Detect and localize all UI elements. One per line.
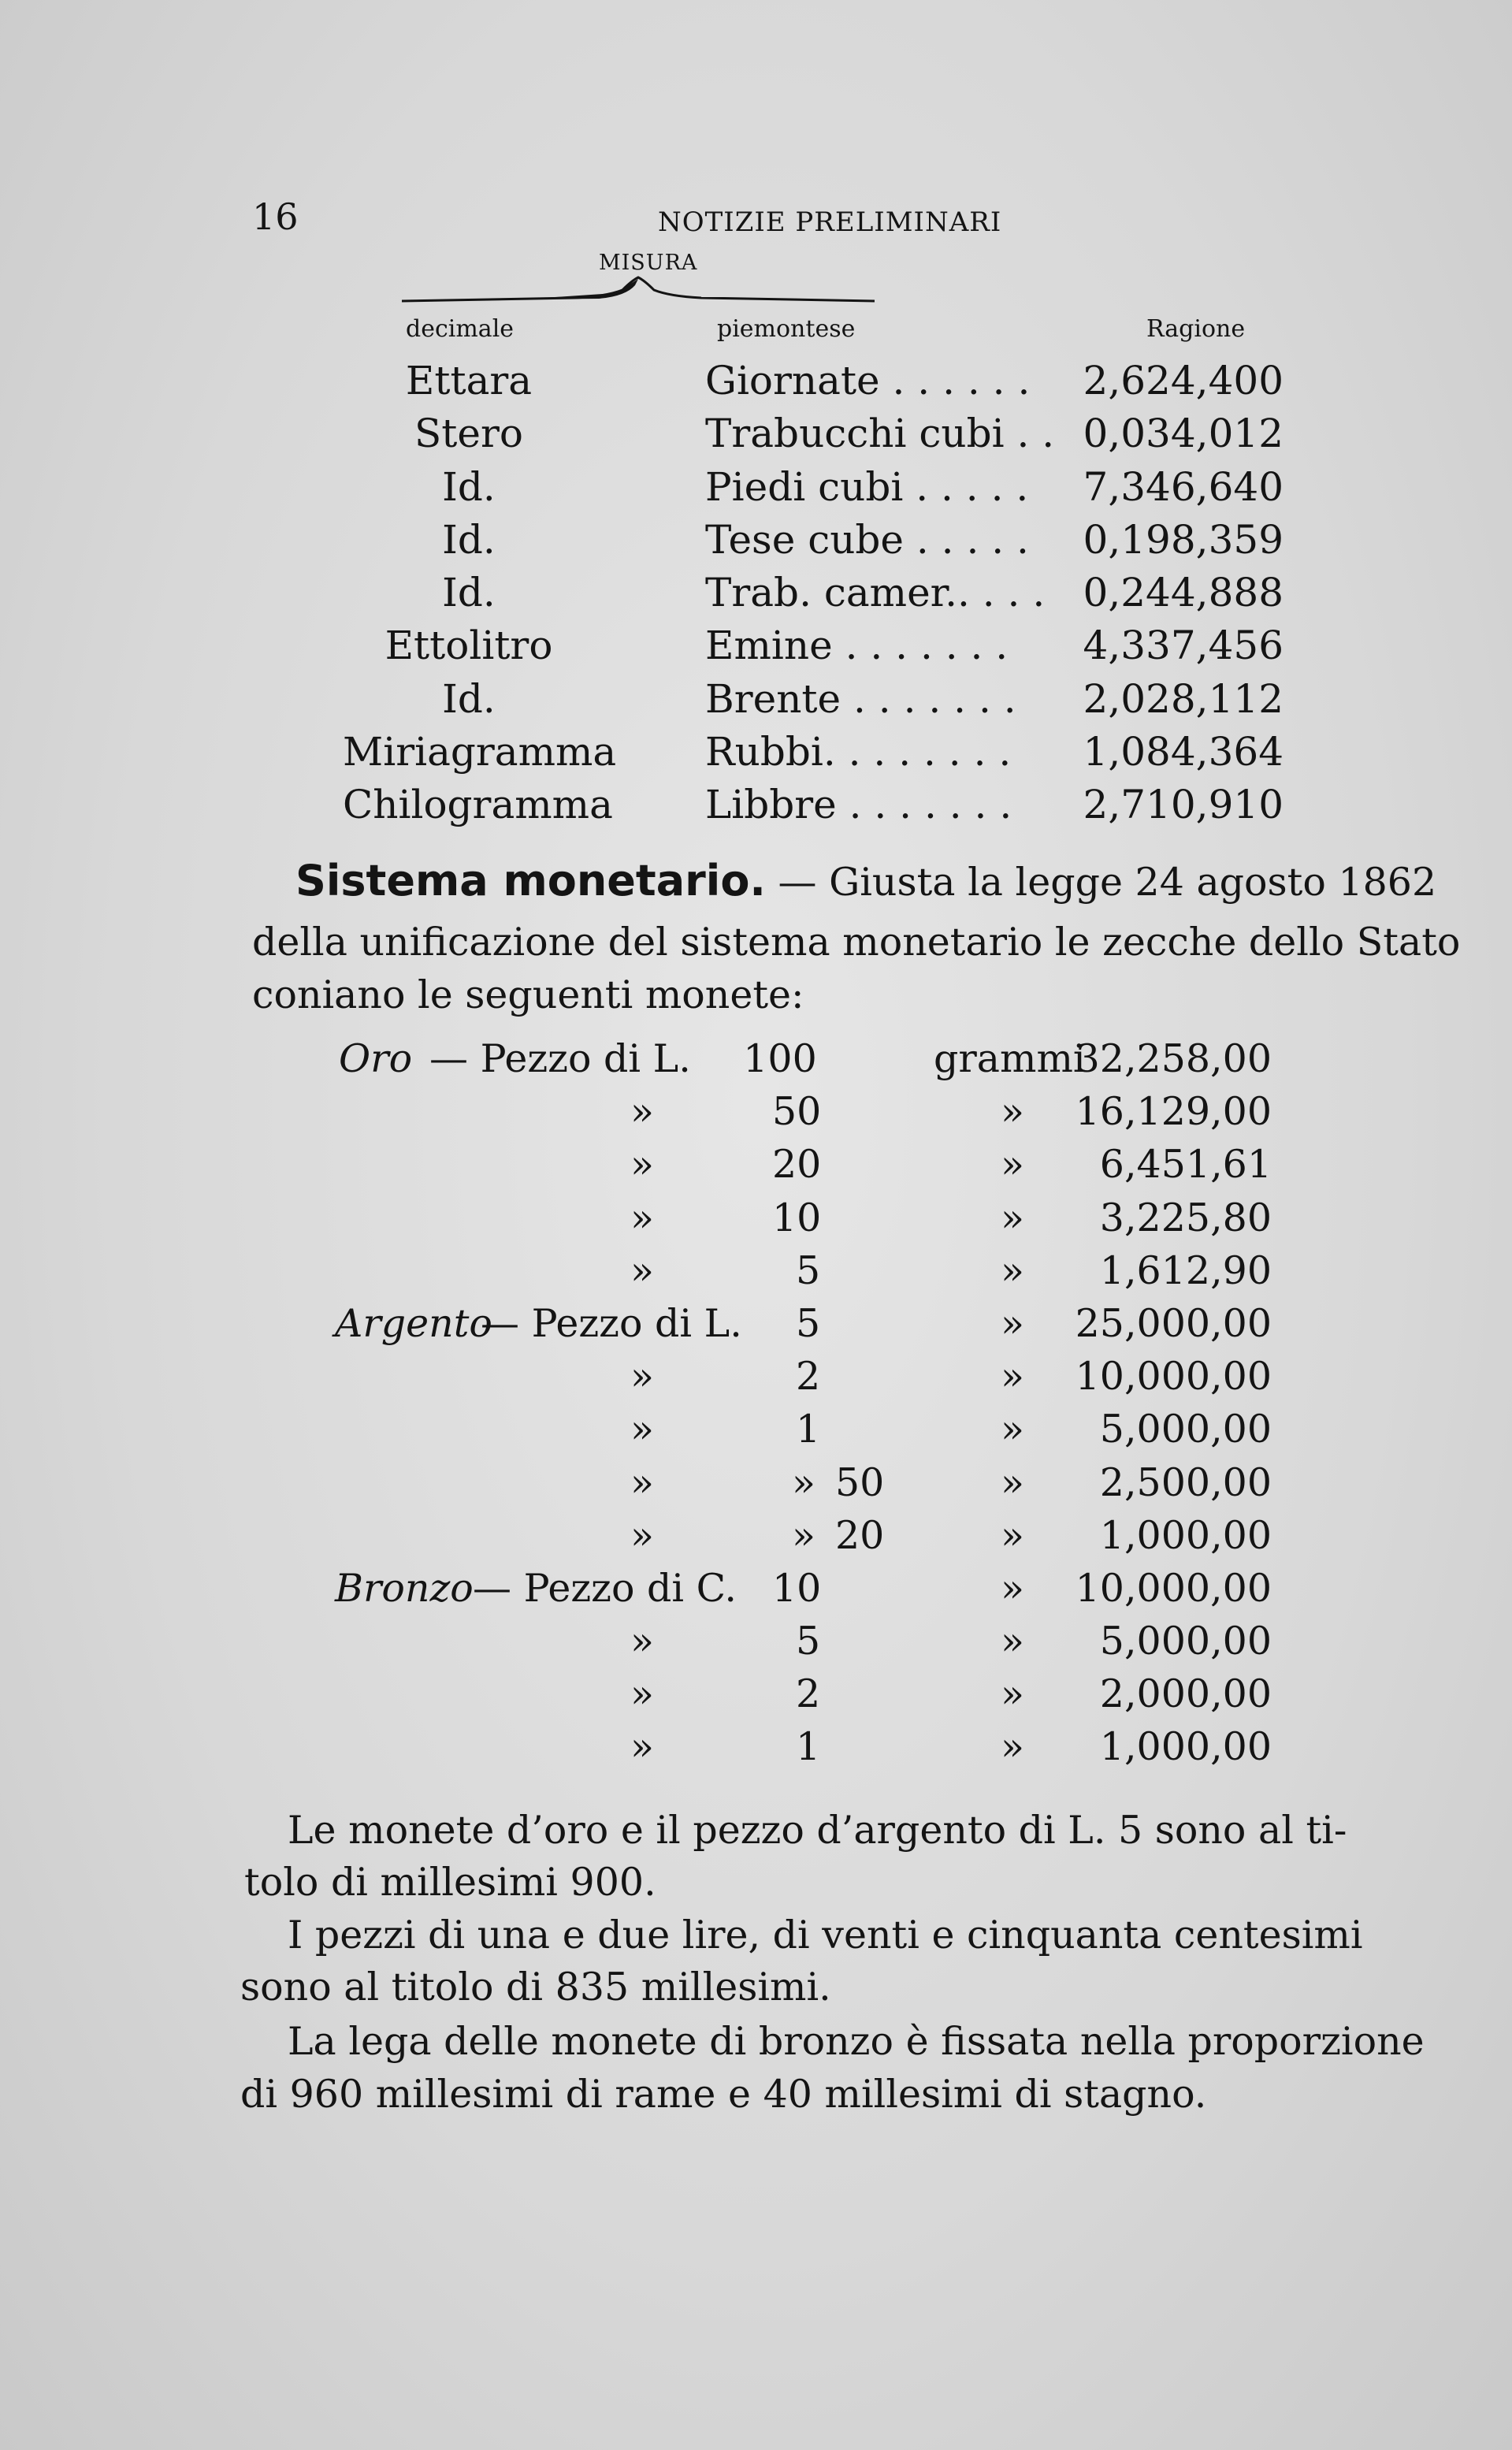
table-row (0, 726, 1512, 779)
cell-piemontese: Trabucchi cubi . . (705, 411, 1055, 457)
ditto-mark: » (630, 1354, 654, 1400)
cell-piemontese: Giornate . . . . . . (705, 358, 1031, 403)
conversion-table (0, 355, 1512, 832)
note-line: tolo di millesimi 900. (244, 1860, 656, 1905)
table-column-headers (0, 315, 1512, 347)
coin-weight: 1,000,00 (1099, 1512, 1272, 1558)
cell-ragione: 2,028,112 (1083, 675, 1284, 722)
coin-weight: 3,225,80 (1099, 1195, 1272, 1240)
note-line: di 960 millesimi di rame e 40 millesimi di stagno. (240, 2072, 1207, 2117)
coin-value: 10 (772, 1195, 822, 1240)
note-line: Le monete d’oro e il pezzo d’argento di L. 5 sono al ti- (288, 1808, 1347, 1853)
table-row (0, 461, 1512, 514)
coin-value: 1 (796, 1724, 821, 1770)
monetary-intro-line-3: coniano le seguenti monete: (252, 972, 804, 1017)
coin-weight: 5,000,00 (1099, 1407, 1272, 1452)
monetary-intro-line-1 (295, 855, 1436, 909)
ditto-mark: » (630, 1089, 654, 1135)
cell-decimale: Id. (442, 463, 496, 510)
table-row (0, 407, 1512, 460)
coin-value: 50 (835, 1459, 885, 1505)
table-row (0, 567, 1512, 619)
cell-decimale: Stero (414, 411, 523, 457)
cell-piemontese: Piedi cubi . . . . . (705, 463, 1029, 510)
cell-decimale: Chilogramma (343, 782, 613, 828)
list-item (0, 1615, 1512, 1667)
coin-value: 20 (835, 1512, 885, 1558)
coin-value: 5 (796, 1247, 821, 1293)
list-item (0, 1456, 1512, 1509)
coin-value: 50 (772, 1089, 822, 1135)
list-item (0, 1032, 1512, 1085)
cell-piemontese: Emine . . . . . . . (705, 623, 1009, 669)
table-row (0, 514, 1512, 567)
list-item (0, 1667, 1512, 1720)
ditto-mark: » (1001, 1724, 1024, 1770)
running-title: NOTIZIE PRELIMINARI (658, 206, 1002, 238)
ditto-mark: » (630, 1619, 654, 1664)
note-line: I pezzi di una e due lire, di venti e cinquanta centesimi (288, 1913, 1363, 1957)
ditto-mark: » (792, 1512, 815, 1558)
list-item (0, 1509, 1512, 1562)
cell-decimale: Miriagramma (343, 729, 617, 775)
cell-decimale: Id. (442, 675, 496, 722)
ditto-mark: » (630, 1195, 654, 1240)
ditto-mark: » (630, 1459, 654, 1505)
list-item (0, 1562, 1512, 1615)
coin-value: 2 (796, 1354, 821, 1400)
cell-piemontese: Tese cube . . . . . (705, 516, 1029, 563)
list-item (0, 1085, 1512, 1138)
metal-label: Oro (339, 1036, 413, 1081)
cell-decimale: Id. (442, 570, 496, 616)
cell-piemontese: Rubbi. . . . . . . . (705, 729, 1012, 775)
ditto-mark: » (1001, 1089, 1024, 1135)
coin-prefix: — Pezzo di L. (481, 1300, 742, 1346)
cell-ragione: 0,244,888 (1083, 570, 1284, 616)
ditto-mark: » (630, 1407, 654, 1452)
table-group-heading: MISURA (599, 251, 698, 275)
coin-value: 20 (772, 1142, 822, 1188)
coin-value: 100 (743, 1036, 817, 1081)
ditto-mark: » (1001, 1195, 1024, 1240)
coin-prefix: — Pezzo di L. (429, 1036, 691, 1081)
ditto-mark: » (1001, 1565, 1024, 1611)
page-number: 16 (252, 195, 299, 238)
brace-line (402, 274, 875, 307)
table-row (0, 355, 1512, 407)
intro-text: — Giusta la legge 24 agosto 1862 (765, 860, 1437, 905)
section-heading: Sistema monetario. (295, 856, 766, 905)
coin-weight: 2,500,00 (1099, 1459, 1272, 1505)
ditto-mark: » (1001, 1619, 1024, 1664)
list-item (0, 1297, 1512, 1350)
ditto-mark: » (630, 1724, 654, 1770)
coin-value: 10 (772, 1565, 822, 1611)
coin-weight: 1,612,90 (1099, 1247, 1272, 1293)
ditto-mark: » (1001, 1247, 1024, 1293)
note-line: La lega delle monete di bronzo è fissata nella proporzione (288, 2019, 1425, 2064)
coin-value: 5 (796, 1300, 821, 1346)
metal-label: Bronzo (335, 1565, 474, 1611)
table-row (0, 779, 1512, 831)
cell-piemontese: Libbre . . . . . . . (705, 782, 1012, 828)
ditto-mark: » (1001, 1407, 1024, 1452)
weight-unit: grammi (934, 1036, 1086, 1081)
cell-decimale: Id. (442, 516, 496, 563)
cell-piemontese: Trab. camer.. . . . (705, 570, 1046, 616)
ditto-mark: » (630, 1247, 654, 1293)
list-item (0, 1138, 1512, 1191)
table-row (0, 619, 1512, 672)
coin-weight: 5,000,00 (1099, 1619, 1272, 1664)
list-item (0, 1350, 1512, 1403)
coin-weight: 1,000,00 (1099, 1724, 1272, 1770)
coin-value: 5 (796, 1619, 821, 1664)
ditto-mark: » (1001, 1671, 1024, 1717)
cell-ragione: 1,084,364 (1083, 729, 1284, 775)
cell-ragione: 2,710,910 (1083, 782, 1284, 828)
coin-weight: 10,000,00 (1075, 1565, 1272, 1611)
cell-ragione: 4,337,456 (1083, 623, 1284, 669)
coin-list (0, 1032, 1512, 1774)
ditto-mark: » (630, 1512, 654, 1558)
cell-ragione: 2,624,400 (1083, 358, 1284, 403)
monetary-intro-line-2: della unificazione del sistema monetario le zecche dello Stato (252, 920, 1461, 965)
column-header-ragione: Ragione (1146, 315, 1246, 343)
list-item (0, 1192, 1512, 1244)
cell-ragione: 0,034,012 (1083, 411, 1284, 457)
note-line: sono al titolo di 835 millesimi. (240, 1965, 831, 2009)
list-item (0, 1244, 1512, 1297)
ditto-mark: » (1001, 1512, 1024, 1558)
ditto-mark: » (1001, 1459, 1024, 1505)
table-row (0, 673, 1512, 726)
ditto-mark: » (1001, 1354, 1024, 1400)
coin-weight: 10,000,00 (1075, 1354, 1272, 1400)
coin-value: 2 (796, 1671, 821, 1717)
cell-ragione: 0,198,359 (1083, 516, 1284, 563)
page-header (0, 195, 1512, 243)
coin-prefix: — Pezzo di C. (473, 1565, 737, 1611)
cell-piemontese: Brente . . . . . . . (705, 675, 1016, 722)
ditto-mark: » (1001, 1142, 1024, 1188)
cell-decimale: Ettolitro (385, 623, 553, 669)
coin-weight: 2,000,00 (1099, 1671, 1272, 1717)
coin-weight: 16,129,00 (1075, 1089, 1272, 1135)
list-item (0, 1720, 1512, 1773)
ditto-mark: » (630, 1142, 654, 1188)
coin-weight: 6,451,61 (1099, 1142, 1272, 1188)
metal-label: Argento (335, 1300, 492, 1346)
cell-decimale: Ettara (405, 358, 533, 403)
coin-weight: 32,258,00 (1075, 1036, 1272, 1081)
column-header-decimale: decimale (406, 315, 515, 343)
coin-value: 1 (796, 1407, 821, 1452)
ditto-mark: » (630, 1671, 654, 1717)
coin-weight: 25,000,00 (1075, 1300, 1272, 1346)
ditto-mark: » (1001, 1300, 1024, 1346)
column-header-piemontese: piemontese (717, 315, 856, 343)
ditto-mark: » (792, 1459, 815, 1505)
cell-ragione: 7,346,640 (1083, 463, 1284, 510)
list-item (0, 1403, 1512, 1456)
